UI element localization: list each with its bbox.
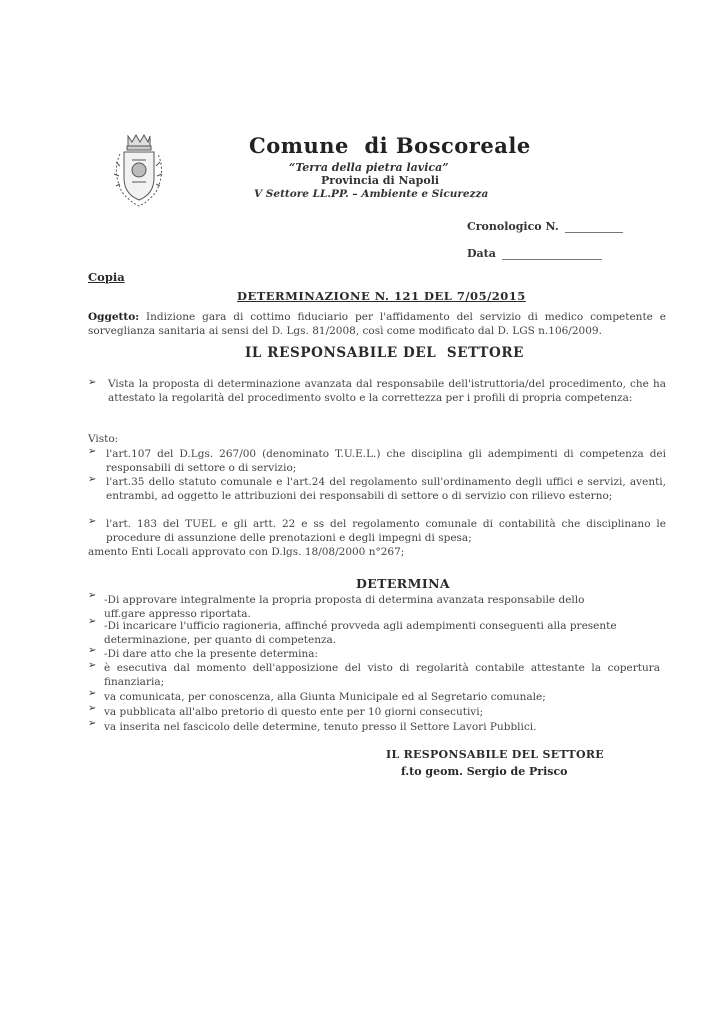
visto-item: l'art. 183 del TUEL e gli artt. 22 e ss del regolamento comunale di contabilità che disciplinano le procedure di assunzione delle prenotazioni e degli impegni di spesa; [106, 518, 666, 544]
oggetto-text: Indizione gara di cottimo fiduciario per l'affidamento del servizio di medico competente e sorveglianza sanitaria ai sensi del D. Lgs. 81/2008, così come modificato dal D. LGS n.106/2009. [88, 311, 667, 337]
oggetto-paragraph [88, 310, 666, 338]
data-label: Data [467, 247, 496, 260]
premise-paragraph: Vista la proposta di determinazione avanzata dal responsabile dell'istruttoria/del procedimento, che ha attestato la regolarità del procedimento svolto e la correttezza per i profili di propria competenza: [108, 378, 666, 404]
arrow-bullet-icon: ➢ [88, 645, 97, 656]
arrow-bullet-icon: ➢ [88, 660, 97, 671]
visto-item: l'art.107 del D.Lgs. 267/00 (denominato T.U.E.L.) che disciplina gli adempimenti di competenza dei responsabili di settore o di servizio; [106, 448, 666, 474]
sector-name: V Settore LL.PP. – Ambiente e Sicurezza [254, 188, 489, 200]
copia-label: Copia [88, 270, 125, 284]
arrow-bullet-icon: ➢ [88, 377, 97, 388]
visto-trailing-line: amento Enti Locali approvato con D.lgs. 18/08/2000 n°267; [88, 546, 405, 558]
municipality-name: Comune di Boscoreale [249, 133, 531, 158]
determina-item: è esecutiva dal momento dell'apposizione del visto di regolarità contabile attestante la copertura finanziaria; [104, 662, 660, 688]
arrow-bullet-icon: ➢ [88, 516, 97, 527]
determina-heading: DETERMINA [356, 576, 450, 591]
determina-item: va comunicata, per conoscenza, alla Giunta Municipale ed al Segretario comunale; [104, 691, 546, 703]
signature-title: IL RESPONSABILE DEL SETTORE [386, 748, 604, 761]
arrow-bullet-icon: ➢ [88, 590, 97, 601]
determina-item: -Di incaricare l'ufficio ragioneria, affinché provveda agli adempimenti conseguenti alla presente determinazione, per quanto di competenza. [104, 620, 617, 646]
arrow-bullet-icon: ➢ [88, 474, 97, 485]
determination-number: DETERMINAZIONE N. 121 [237, 289, 425, 303]
signature-name: f.to geom. Sergio de Prisco [401, 765, 568, 778]
cronologico-field [467, 220, 623, 233]
arrow-bullet-icon: ➢ [88, 616, 97, 627]
responsabile-heading: IL RESPONSABILE DEL SETTORE [245, 345, 525, 361]
cronologico-blank [565, 232, 623, 233]
arrow-bullet-icon: ➢ [88, 718, 97, 729]
municipality-motto: “Terra della pietra lavica” [289, 161, 449, 174]
province-name: Provincia di Napoli [321, 174, 440, 187]
determina-item: va inserita nel fascicolo delle determine, tenuto presso il Settore Lavori Pubblici. [104, 721, 537, 733]
data-blank [502, 259, 602, 260]
visto-item: l'art.35 dello statuto comunale e l'art.24 del regolamento sull'ordinamento degli uffici e servizi, aventi, entrambi, ad oggetto le attribuzioni dei responsabili di settore o di servizio con rilievo esterno; [106, 476, 666, 502]
municipal-crest-icon [110, 132, 166, 210]
determination-title [237, 289, 526, 303]
arrow-bullet-icon: ➢ [88, 703, 97, 714]
determina-item: -Di approvare integralmente la propria proposta di determina avanzata responsabile dello uff.gare appresso riportata. [104, 594, 585, 620]
determina-item: va pubblicata all'albo pretorio di questo ente per 10 giorni consecutivi; [104, 706, 484, 718]
arrow-bullet-icon: ➢ [88, 688, 97, 699]
arrow-bullet-icon: ➢ [88, 446, 97, 457]
visto-label: Visto: [88, 433, 119, 445]
determina-item: -Di dare atto che la presente determina: [104, 648, 319, 660]
oggetto-label: Oggetto: [88, 311, 140, 323]
data-field [467, 247, 602, 260]
determination-date: DEL 7/05/2015 [424, 289, 526, 303]
cronologico-label: Cronologico N. [467, 220, 559, 233]
